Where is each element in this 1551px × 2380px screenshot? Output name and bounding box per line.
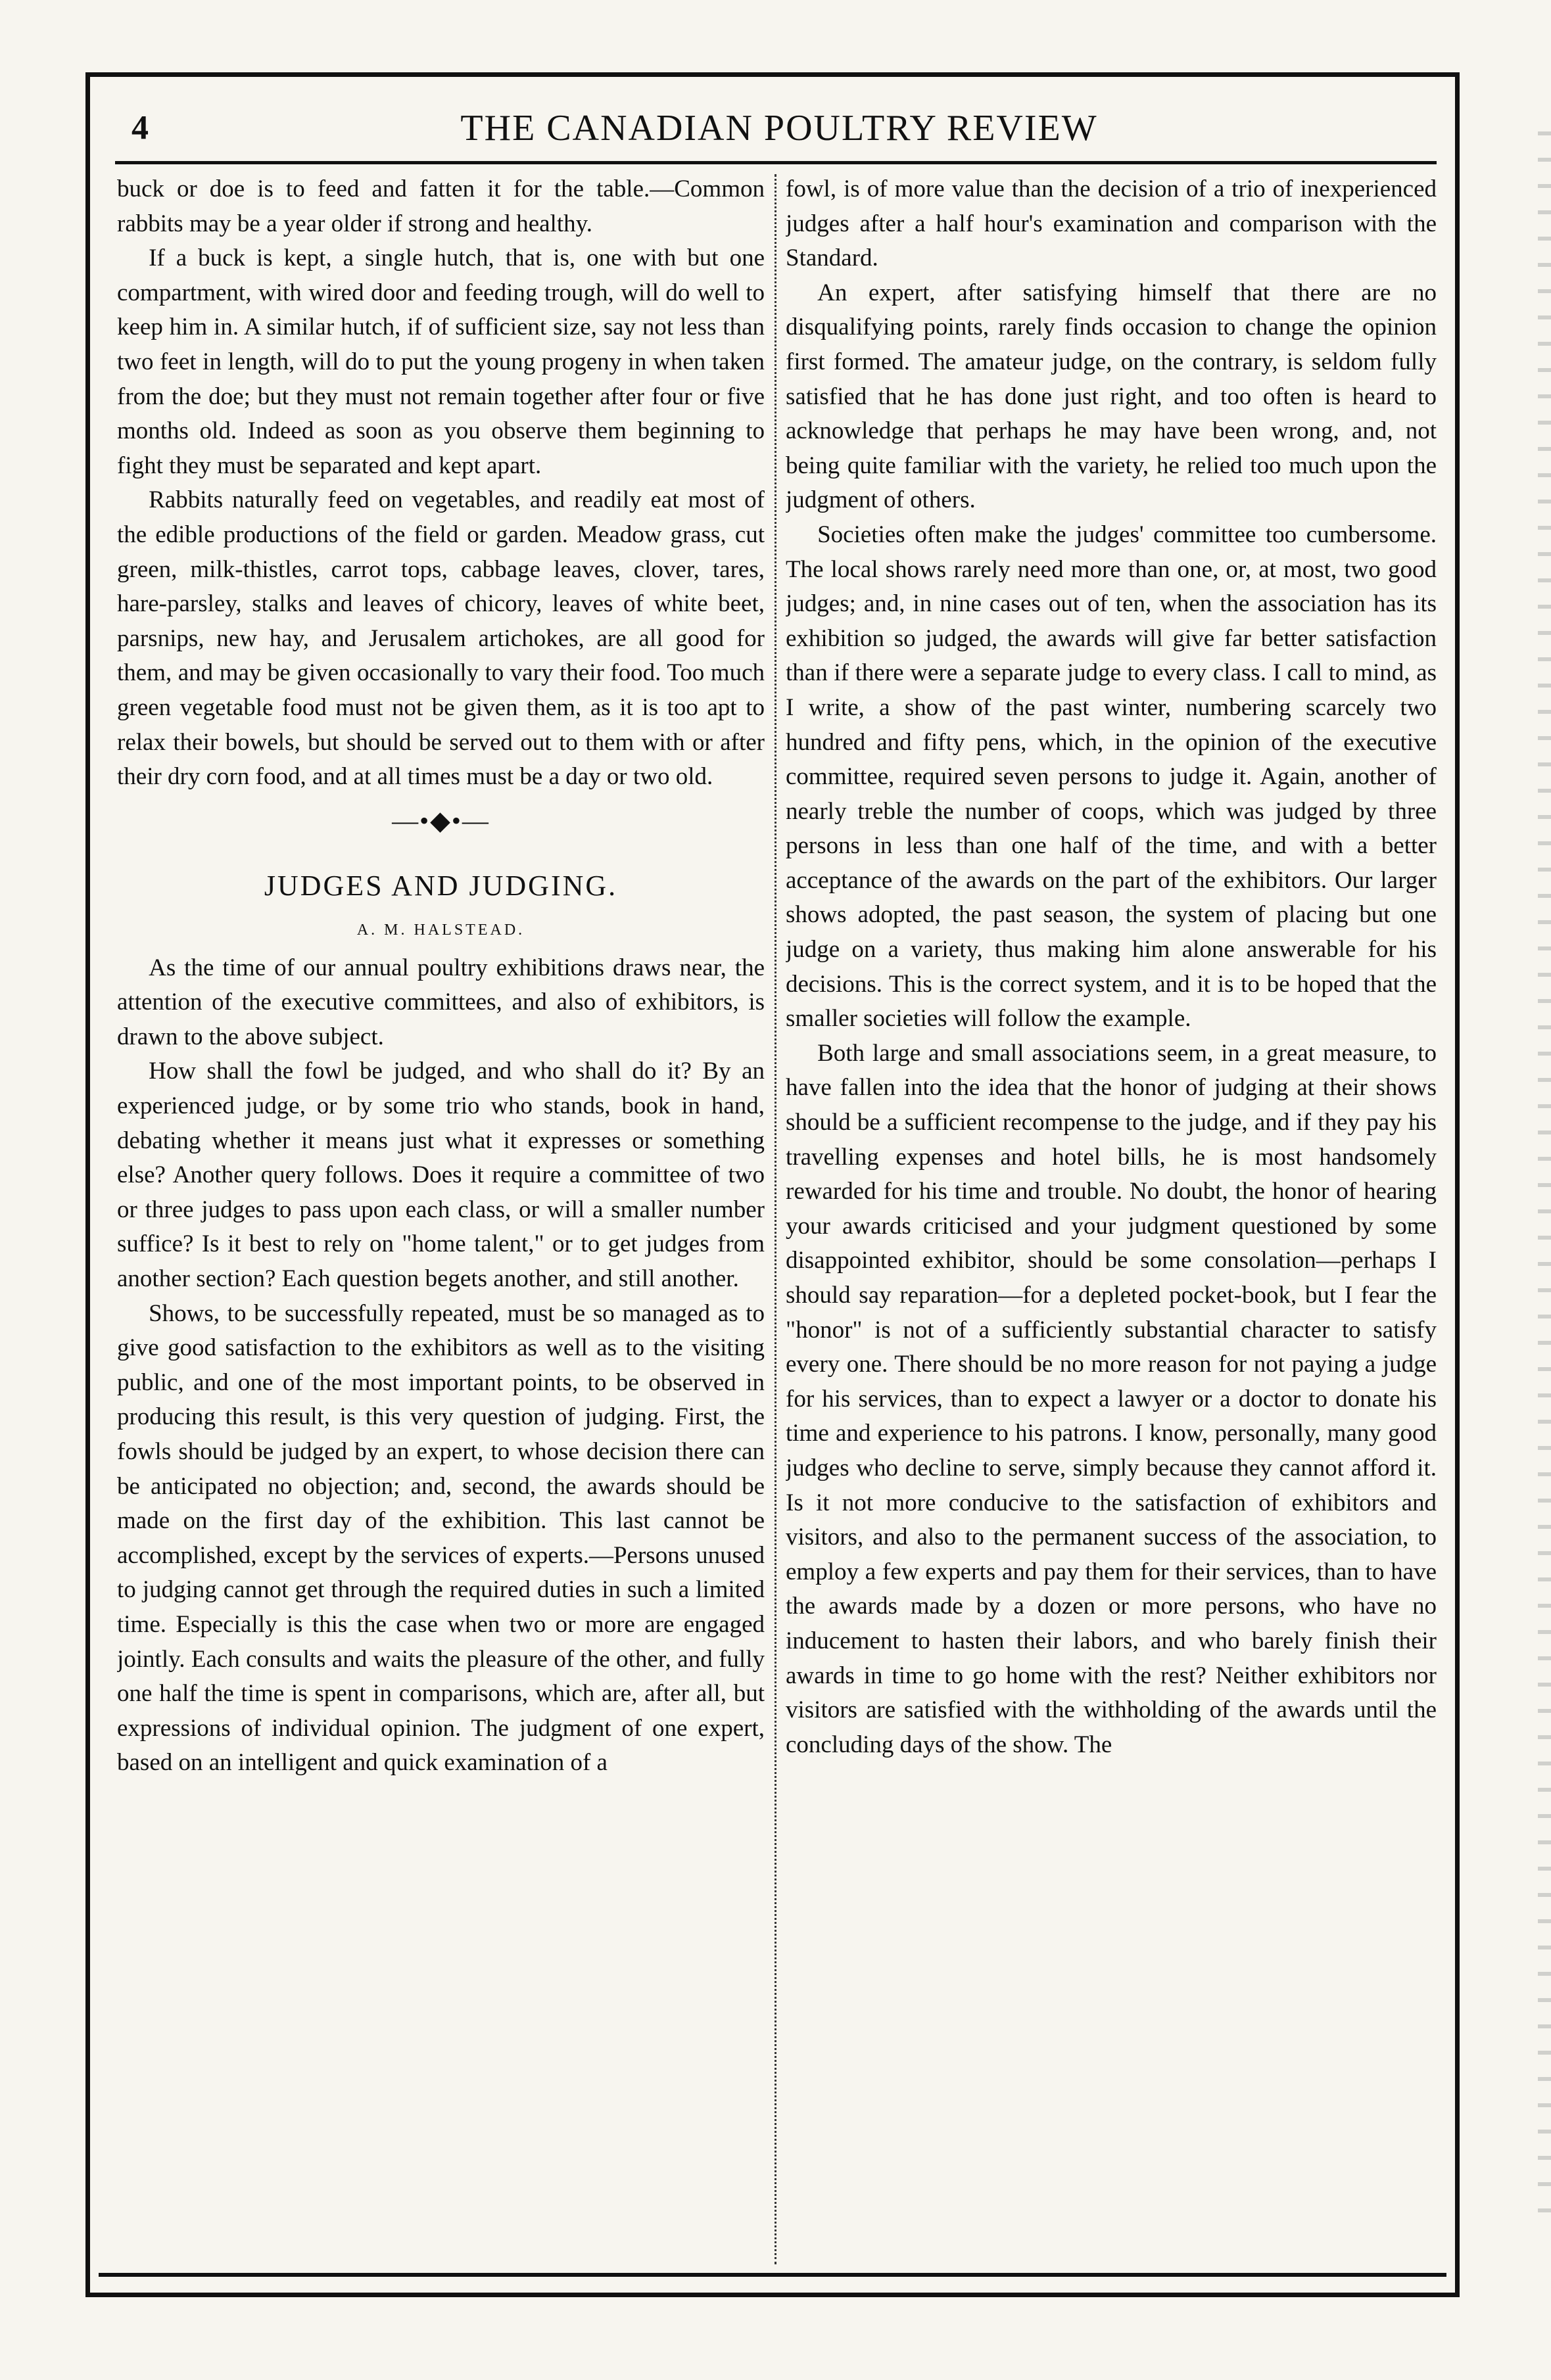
page-header bbox=[125, 95, 1433, 154]
right-column bbox=[786, 172, 1437, 2262]
article-title: JUDGES AND JUDGING. bbox=[264, 869, 618, 902]
left-column bbox=[117, 172, 765, 2262]
paragraph: fowl, is of more value than the decision of a trio of inexperienced judges after a half hour's examination and comparison with the Standard. bbox=[786, 175, 1437, 272]
paragraph: Both large and small associations seem, in a great measure, to have fallen into the idea that the honor of judging at their shows should be a sufficient recompense to the judge, and if they pay his travelling expenses and hotel bills, he is most handsomely rewarded for his time and trouble. No doubt, the honor of hearing your awards criticised and your judgment questioned by some disappointed exhibitor, should be some consolation—perhaps I should say reparation—for a depleted pocket-book, but I fear the "honor" is not of a sufficiently substantial character to satisfy every one. There should be no more reason for not paying a judge for his services, than to expect a lawyer or a doctor to donate his time and experience to his patrons. I know, personally, many good judges who decline to serve, simply because they cannot afford it. Is it not more conducive to the satisfaction of exhibitors and visitors, and also to the permanent success of the association, to employ a few experts and pay them for their services, than to have the awards made by a dozen or more persons, who have no inducement to hasten their labors, and who barely finish their awards in time to go home with the rest? Neither exhibitors nor visitors are satisfied with the withholding of the awards until the concluding days of the show. The bbox=[786, 1039, 1437, 1758]
page-number: 4 bbox=[131, 109, 149, 147]
paragraph: As the time of our annual poultry exhibitions draws near, the attention of the executive committees, and also of exhibitors, is drawn to the above subject. bbox=[117, 954, 765, 1050]
section-ornament: —•◆•— bbox=[392, 805, 490, 835]
footer-rule bbox=[99, 2273, 1446, 2277]
paragraph: How shall the fowl be judged, and who shall do it? By an experienced judge, or by some trio who stands, book in hand, debating whether it means just what it expresses or something else? Another query follows. Does it require a committee of two or three judges to pass upon each class, or will a smaller number suffice? Is it best to rely on "home talent," or to get judges from another section? Each question begets another, and still another. bbox=[117, 1058, 765, 1293]
paragraph: Shows, to be successfully repeated, must be so managed as to give good satisfaction to the exhibitors as well as to the visiting public, and one of the most important points, to be observed in producing this result, is this very question of judging. First, the fowls should be judged by an expert, to whose decision there can be anticipated no objection; and, second, the awards should be made on the first day of the exhibition. This last cannot be accomplished, except by the services of experts.—Persons unused to judging cannot get through the required duties in such a limited time. Especially is this the case when two or more are engaged jointly. Each consults and waits the pleasure of the other, and fully one half the time is spent in comparisons, which are, after all, but expressions of individual opinion. The judgment of one expert, based on an intelligent and quick examination of a bbox=[117, 1299, 765, 1777]
paragraph: buck or doe is to feed and fatten it for the table.—Common rabbits may be a year older if strong and healthy. bbox=[117, 175, 765, 237]
running-head: THE CANADIAN POULTRY REVIEW bbox=[460, 108, 1098, 149]
scan-edge bbox=[1538, 131, 1551, 2235]
paragraph: An expert, after satisfying himself that there are no disqualifying points, rarely finds occasion to change the opinion first formed. The amateur judge, on the contrary, is seldom fully satisfied that he has done just right, and too often is heard to acknowledge that perhaps he may have been wrong, and, not being quite familiar with the variety, he relied too much upon the judgment of others. bbox=[786, 279, 1437, 514]
paragraph: Societies often make the judges' committee too cumbersome. The local shows rarely need more than one, or, at most, two good judges; and, in nine cases out of ten, when the association has its exhibition so judged, the awards will give far better satisfaction than if there were a separate judge to every class. I call to mind, as I write, a show of the past winter, numbering scarcely two hundred and fifty pens, which, in the opinion of the executive committee, required seven persons to judge it. Again, another of nearly treble the number of coops, which was judged by three persons in less than one half of the time, and with a better acceptance of the awards on the part of the exhibitors. Our larger shows adopted, the past season, the system of placing but one judge on a variety, thus making him alone answerable for his decisions. This is the correct system, and it is to be hoped that the smaller societies will follow the example. bbox=[786, 521, 1437, 1033]
paragraph: Rabbits naturally feed on vegetables, and readily eat most of the edible productions of the field or garden. Meadow grass, cut green, milk-thistles, carrot tops, cabbage leaves, clover, tares, hare-parsley, stalks and leaves of chicory, leaves of white beet, parsnips, new hay, and Jerusalem artichokes, are all good for them, and may be given occasionally to vary their food. Too much green vegetable food must not be given them, as it is too apt to relax their bowels, but should be served out to them with or after their dry corn food, and at all times must be a day or two old. bbox=[117, 486, 765, 791]
column-divider bbox=[775, 174, 776, 2264]
byline: A. M. HALSTEAD. bbox=[356, 921, 525, 939]
header-rule bbox=[115, 161, 1437, 164]
paragraph: If a buck is kept, a single hutch, that is, one with but one compartment, with wired door and feeding trough, will do well to keep him in. A similar hutch, if of sufficient size, say not less than two feet in length, will do to put the young progeny in when taken from the doe; but they must not remain together after four or five months old. Indeed as soon as you observe them beginning to fight they must be separated and kept apart. bbox=[117, 245, 765, 479]
